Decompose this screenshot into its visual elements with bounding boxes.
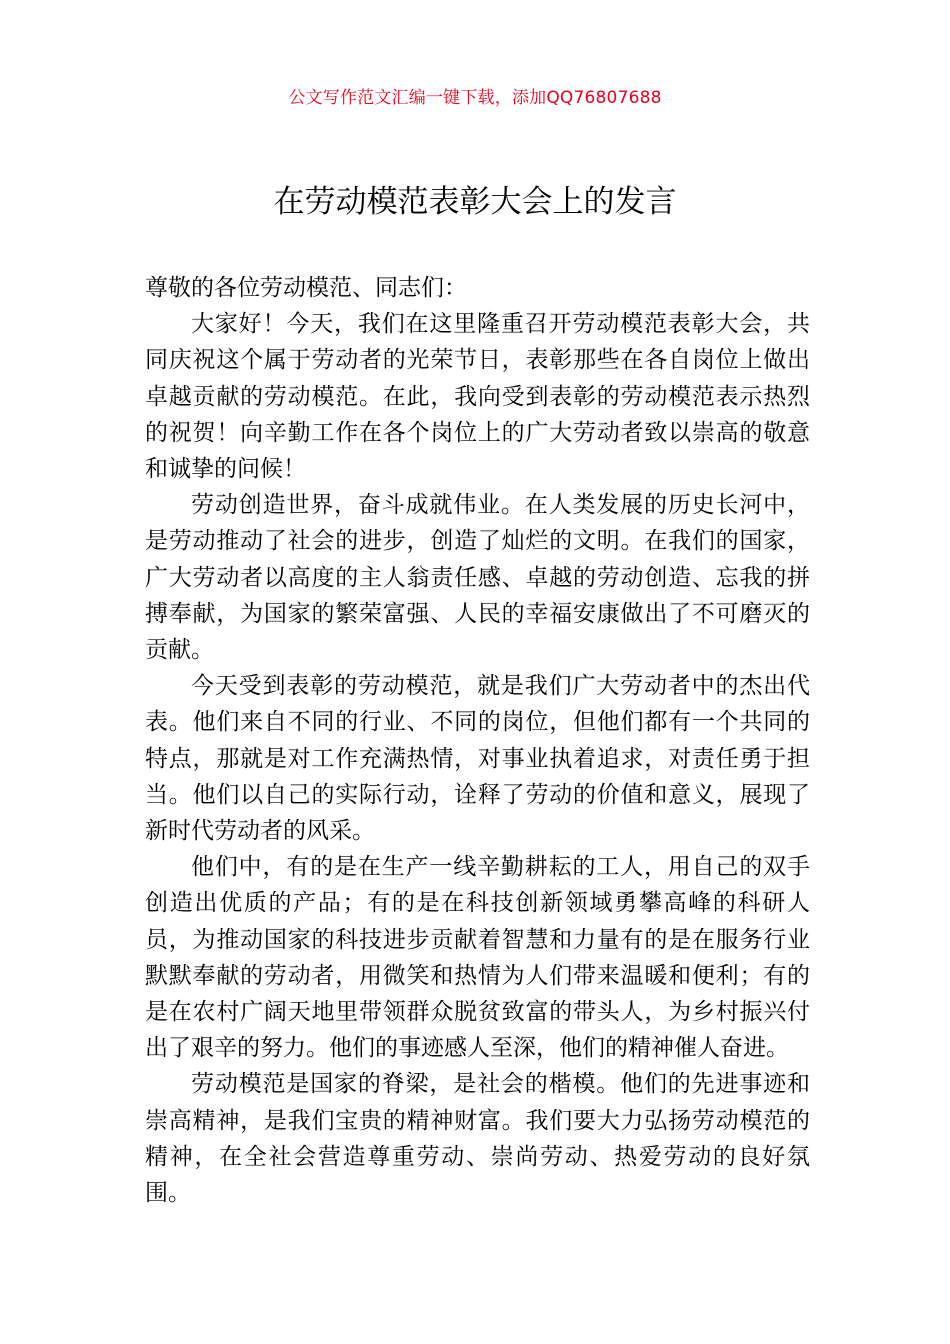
paragraph-4: 他们中，有的是在生产一线辛勤耕耘的工人，用自己的双手创造出优质的产品；有的是在科技创新领域勇攀高峰的科研人员，为推动国家的科技进步贡献着智慧和力量有的是在服务行业默默奉献的劳动者，用微笑和热情为人们带来温暖和便利；有的是在农村广阔天地里带领群众脱贫致富的带头人，为乡村振兴付出了艰辛的努力。他们的事迹感人至深，他们的精神催人奋进。 (145, 854, 810, 1062)
paragraph-2: 劳动创造世界，奋斗成就伟业。在人类发展的历史长河中，是劳动推动了社会的进步，创造了灿烂的文明。在我们的国家，广大劳动者以高度的主人翁责任感、卓越的劳动创造、忘我的拼搏奉献，为国家的繁荣富强、人民的幸福安康做出了不可磨灭的贡献。 (145, 492, 810, 664)
paragraph-1: 大家好！今天，我们在这里隆重召开劳动模范表彰大会，共同庆祝这个属于劳动者的光荣节日，表彰那些在各自岗位上做出卓越贡献的劳动模范。在此，我向受到表彰的劳动模范表示热烈的祝贺！向辛勤工作在各个岗位上的广大劳动者致以崇高的敬意和诚挚的问候！ (145, 311, 810, 483)
document-body (145, 270, 810, 1211)
header-banner: 公文写作范文汇编一键下载，添加QQ76807688 (288, 88, 662, 108)
document-title: 在劳动模范表彰大会上的发言 (273, 184, 677, 220)
salutation: 尊敬的各位劳动模范、同志们： (145, 275, 467, 301)
paragraph-3: 今天受到表彰的劳动模范，就是我们广大劳动者中的杰出代表。他们来自不同的行业、不同的岗位，但他们都有一个共同的特点，那就是对工作充满热情，对事业执着追求，对责任勇于担当。他们以自己的实际行动，诠释了劳动的价值和意义，展现了新时代劳动者的风采。 (145, 673, 810, 845)
paragraph-5: 劳动模范是国家的脊梁，是社会的楷模。他们的先进事迹和崇高精神，是我们宝贵的精神财富。我们要大力弘扬劳动模范的精神，在全社会营造尊重劳动、崇尚劳动、热爱劳动的良好氛围。 (145, 1071, 810, 1207)
